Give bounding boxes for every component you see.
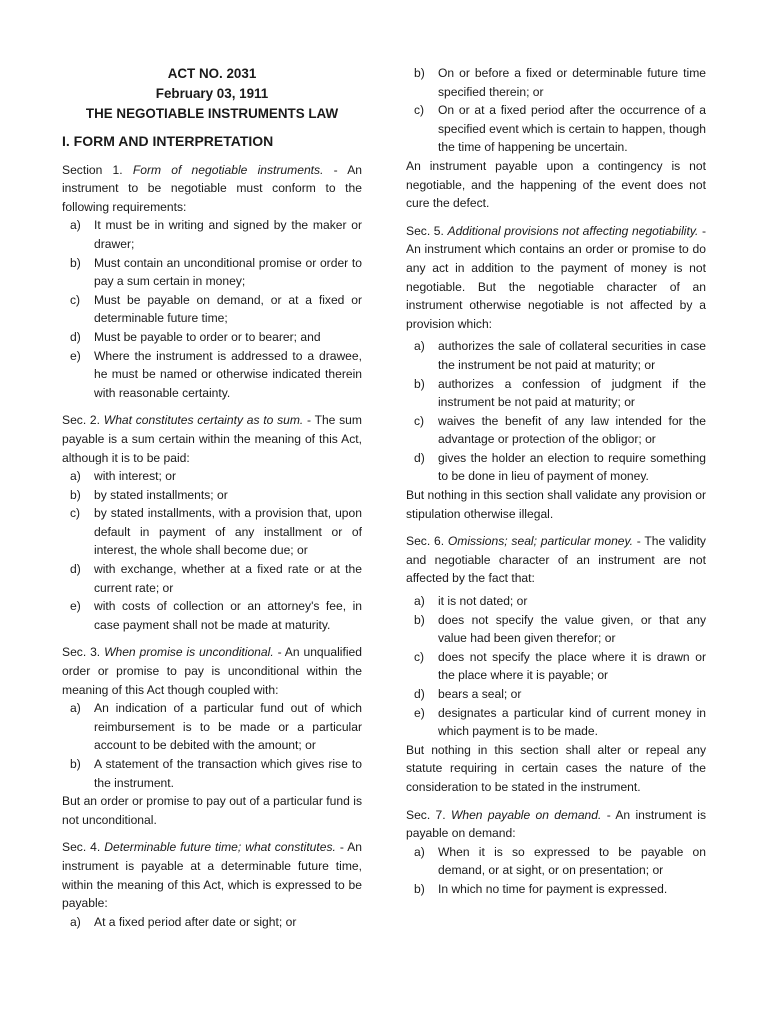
section-intro-text: - An instrument to be negotiable must conform to the following requirements: xyxy=(62,162,362,214)
right-column xyxy=(406,64,706,908)
list-item xyxy=(406,101,706,157)
item-letter: d) xyxy=(414,687,425,701)
list-item xyxy=(62,597,362,634)
item-text: does not specify the value given, or that any value had been given therefor; or xyxy=(438,612,706,646)
item-text: with exchange, whether at a fixed rate or at the current rate; or xyxy=(94,562,362,595)
section-intro-text: - The sum payable is a sum certain within the meaning of this Act, although it is to be paid: xyxy=(62,413,362,465)
section-4-list xyxy=(62,913,362,932)
section-5-closing: But nothing in this section shall validate any provision or stipulation otherwise illegal. xyxy=(406,488,706,521)
item-letter: b) xyxy=(70,255,81,270)
item-text: On or at a fixed period after the occurrence of a specified event which is certain to happen, though the time of happening be uncertain. xyxy=(438,103,706,155)
item-letter: c) xyxy=(414,649,425,664)
item-text: Must be payable on demand, or at a fixed or determinable future time; xyxy=(94,292,362,326)
section-3-closing: But an order or promise to pay out of a particular fund is not unconditional. xyxy=(62,794,362,827)
item-letter: a) xyxy=(414,844,425,859)
item-text: designates a particular kind of current money in which payment is to be made. xyxy=(438,705,706,739)
document-title-block xyxy=(62,64,362,124)
list-item xyxy=(406,611,706,648)
list-item xyxy=(62,504,362,560)
section-7 xyxy=(406,806,706,899)
list-item xyxy=(406,843,706,880)
section-title: When payable on demand. xyxy=(450,807,602,822)
left-column xyxy=(62,64,362,940)
item-letter: e) xyxy=(70,348,81,363)
item-letter: a) xyxy=(414,594,425,609)
law-title: THE NEGOTIABLE INSTRUMENTS LAW xyxy=(85,106,339,121)
list-item xyxy=(62,347,362,403)
item-letter: c) xyxy=(70,292,81,307)
section-4-closing: An instrument payable upon a contingency is not negotiable, and the happening of the event does not cure the defect. xyxy=(406,158,706,211)
section-label: Section 1. xyxy=(62,162,123,177)
section-title: Additional provisions not affecting negotiability. xyxy=(447,223,699,238)
item-letter: b) xyxy=(414,881,425,896)
item-letter: d) xyxy=(414,450,425,465)
item-text: bears a seal; or xyxy=(438,687,522,701)
item-text: On or before a fixed or determinable future time specified therein; or xyxy=(438,66,706,99)
section-3 xyxy=(62,643,362,829)
item-letter: b) xyxy=(414,612,425,627)
item-letter: c) xyxy=(414,413,425,428)
section-label: Sec. 5. xyxy=(406,223,444,238)
section-3-intro xyxy=(62,643,362,699)
item-text: authorizes the sale of collateral securities in case the instrument be not paid at maturity; or xyxy=(438,339,706,372)
list-item xyxy=(406,592,706,611)
list-item xyxy=(62,699,362,755)
section-4 xyxy=(62,838,362,931)
item-letter: a) xyxy=(70,469,81,484)
item-letter: c) xyxy=(414,103,425,118)
act-number: ACT NO. 2031 xyxy=(167,66,257,81)
item-text: with costs of collection or an attorney's fee, in case payment shall not be made at maturity. xyxy=(94,599,362,632)
section-4-intro xyxy=(62,838,362,912)
list-item xyxy=(62,755,362,792)
section-6-list xyxy=(406,592,706,741)
section-7-intro xyxy=(406,806,706,843)
item-letter: d) xyxy=(70,562,81,577)
item-text: In which no time for payment is expressed. xyxy=(438,881,668,896)
item-letter: b) xyxy=(414,376,425,391)
section-title: Determinable future time; what constitutes. xyxy=(104,840,336,855)
list-item xyxy=(62,216,362,253)
section-4-list-continued xyxy=(406,64,706,157)
section-3-list xyxy=(62,699,362,792)
item-letter: b) xyxy=(70,487,81,502)
section-1 xyxy=(62,161,362,403)
section-intro-text: - An instrument is payable at a determinable future time, within the meaning of this Act, which is expressed to be payable: xyxy=(62,840,362,911)
list-item xyxy=(406,64,706,101)
item-text: does not specify the place where it is drawn or the place where it is payable; or xyxy=(438,649,706,683)
item-text: Must be payable to order or to bearer; and xyxy=(94,329,321,344)
item-text: waives the benefit of any law intended for the advantage or protection of the obligor; or xyxy=(438,413,706,447)
section-5 xyxy=(406,222,706,524)
section-title: Omissions; seal; particular money. xyxy=(447,534,634,549)
part-heading: I. FORM AND INTERPRETATION xyxy=(62,133,274,149)
section-intro-text: - An unqualified order or promise to pay is unconditional within the meaning of this Act though coupled with: xyxy=(62,645,362,697)
item-letter: a) xyxy=(70,218,81,233)
item-text: A statement of the transaction which gives rise to the instrument. xyxy=(94,757,362,790)
section-2 xyxy=(62,411,362,634)
list-item xyxy=(406,449,706,486)
section-label: Sec. 4. xyxy=(62,840,101,855)
section-1-list xyxy=(62,216,362,402)
section-6-intro xyxy=(406,532,706,588)
list-item xyxy=(406,648,706,685)
section-label: Sec. 2. xyxy=(62,413,101,428)
section-label: Sec. 7. xyxy=(406,807,446,822)
item-text: Must contain an unconditional promise or order to pay a sum certain in money; xyxy=(94,255,362,289)
section-title: Form of negotiable instruments. xyxy=(132,162,324,177)
section-label: Sec. 6. xyxy=(406,534,445,549)
item-letter: e) xyxy=(70,599,81,614)
item-text: by stated installments, with a provision that, upon default in payment of any installment or of interest, the whole shall become due; or xyxy=(94,506,362,558)
item-text: An indication of a particular fund out of which reimbursement is to be made or a particular account to be debited with the amount; or xyxy=(94,701,362,753)
list-item xyxy=(406,880,706,899)
item-text: It must be in writing and signed by the maker or drawer; xyxy=(94,218,362,251)
act-date: February 03, 1911 xyxy=(155,86,269,101)
item-text: with interest; or xyxy=(94,469,176,484)
item-text: At a fixed period after date or sight; or xyxy=(94,914,297,929)
item-text: Where the instrument is addressed to a drawee, he must be named or otherwise indicated therein with reasonable certainty. xyxy=(94,348,362,400)
item-text: authorizes a confession of judgment if the instrument be not paid at maturity; or xyxy=(438,376,706,410)
item-letter: c) xyxy=(70,506,81,521)
section-2-list xyxy=(62,467,362,634)
section-intro-text: - An instrument is payable on demand: xyxy=(406,807,706,841)
item-text: When it is so expressed to be payable on demand, or at sight, or on presentation; or xyxy=(438,844,706,878)
list-item xyxy=(406,685,706,704)
section-6 xyxy=(406,532,706,796)
list-item xyxy=(62,328,362,347)
section-6-closing: But nothing in this section shall alter or repeal any statute requiring in certain cases the nature of the consideration to be stated in the instrument. xyxy=(406,742,706,794)
list-item xyxy=(406,337,706,374)
list-item xyxy=(62,486,362,505)
section-4-continued xyxy=(406,64,706,213)
list-item xyxy=(406,704,706,741)
item-text: gives the holder an election to require something to be done in lieu of payment of money. xyxy=(438,450,706,484)
section-2-intro xyxy=(62,411,362,467)
item-text: it is not dated; or xyxy=(438,594,528,609)
section-5-intro xyxy=(406,222,706,334)
section-title: What constitutes certainty as to sum. xyxy=(103,413,304,428)
list-item xyxy=(62,254,362,291)
section-intro-text: - An instrument which contains an order or promise to do any act in addition to the payment of money is not negotiable. But the negotiable character of an instrument otherwise negotiable is not affected by a provision which: xyxy=(406,223,706,331)
list-item xyxy=(62,467,362,486)
item-letter: b) xyxy=(70,757,81,771)
section-title: When promise is unconditional. xyxy=(104,645,274,660)
section-7-list xyxy=(406,843,706,899)
section-intro-text: - The validity and negotiable character of an instrument are not affected by the fact that: xyxy=(406,534,706,586)
list-item xyxy=(62,291,362,328)
list-item xyxy=(406,375,706,412)
item-letter: a) xyxy=(70,701,81,716)
item-letter: e) xyxy=(414,705,425,720)
section-1-intro xyxy=(62,161,362,217)
list-item xyxy=(62,913,362,932)
item-letter: a) xyxy=(414,339,425,354)
list-item xyxy=(406,412,706,449)
section-5-list xyxy=(406,337,706,486)
item-text: by stated installments; or xyxy=(94,487,228,502)
item-letter: d) xyxy=(70,329,81,344)
section-label: Sec. 3. xyxy=(62,645,101,660)
item-letter: b) xyxy=(414,66,425,80)
list-item xyxy=(62,560,362,597)
item-letter: a) xyxy=(70,914,81,929)
